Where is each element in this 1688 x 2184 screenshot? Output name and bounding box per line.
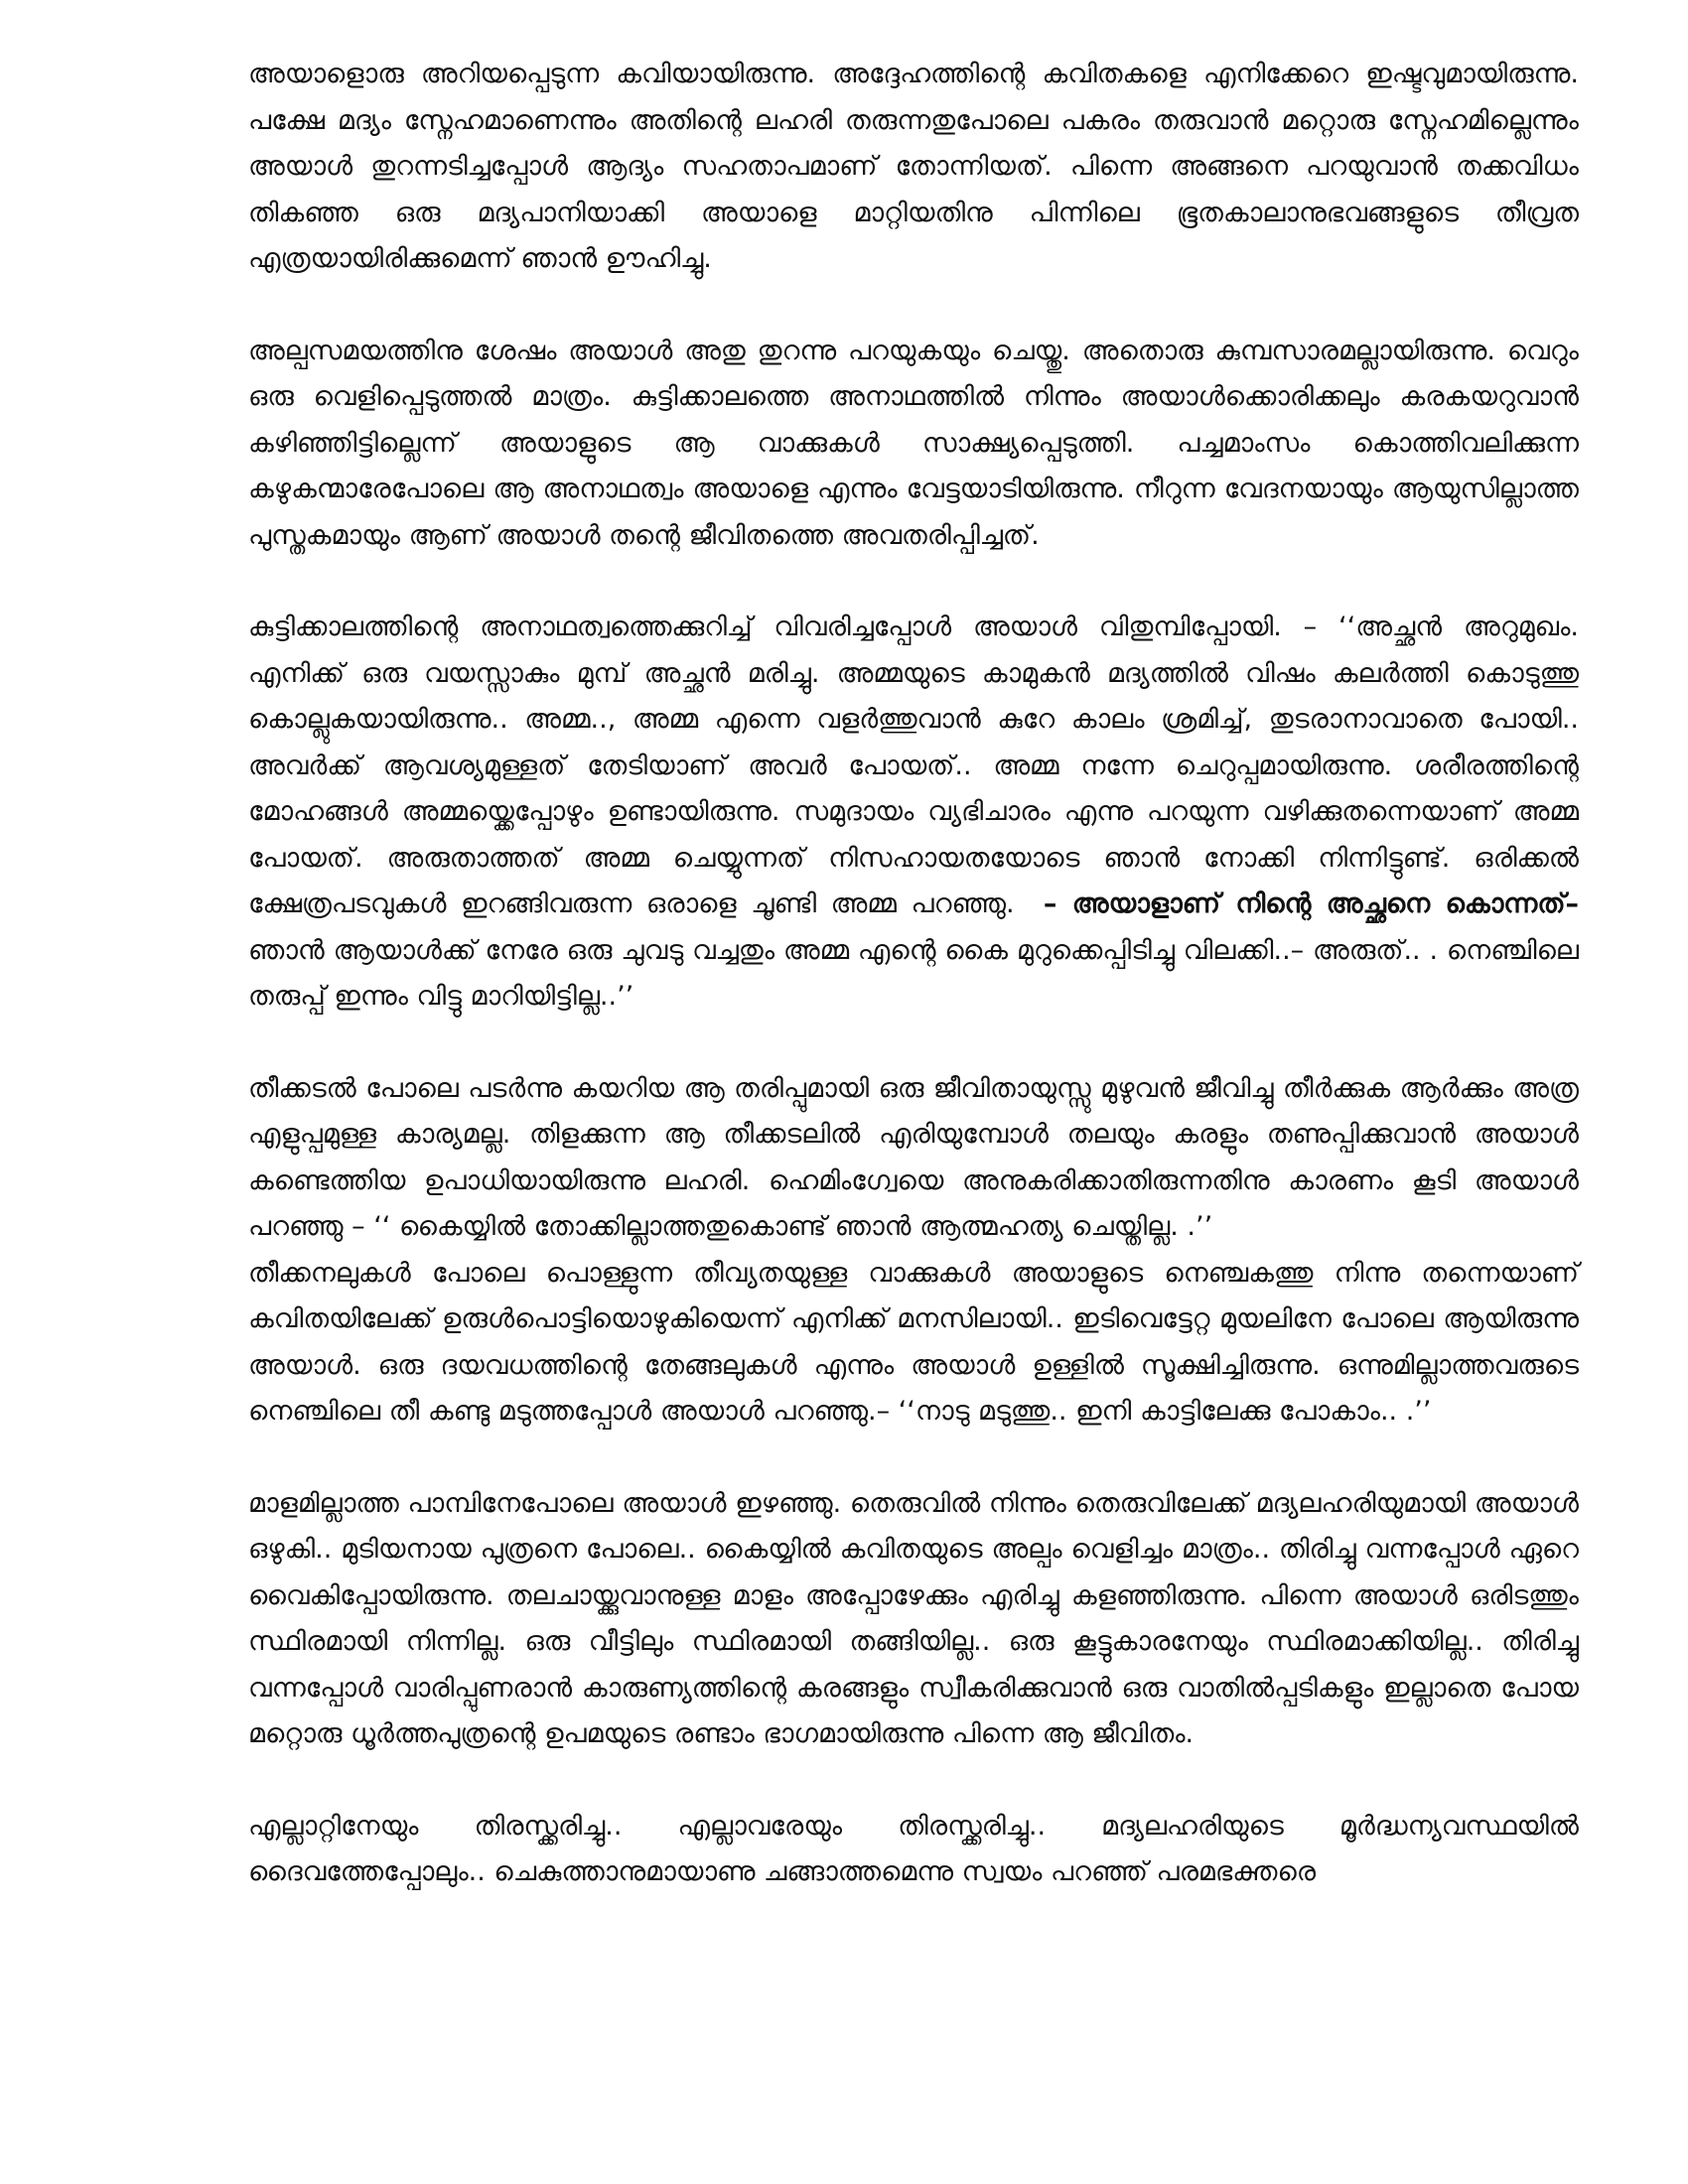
paragraph-4: തീക്കടൽ പോലെ പടർന്നു കയറിയ ആ തരിപ്പുമായി ഒരു ജീവിതായുസ്സു മുഴുവൻ ജീവിച്ചു തീർക്കുക ആർക്കും അത്ര എളുപ്പമുള്ള കാര്യമല്ല. തിളക്കുന്ന ആ തീക്കടലിൽ എരിയുമ്പോൾ തലയും കരളും തണുപ്പിക്കുവാൻ അയാൾ കണ്ടെത്തിയ ഉപാധിയായിരുന്നു ലഹരി. ഹെമിംഗ്വേയെ അനുകരിക്കാതിരുന്നതിനു കാരണം കൂടി അയാൾ പറഞ്ഞു – ‘‘ കൈയ്യിൽ തോക്കില്ലാത്തതുകൊണ്ട് ഞാൻ ആത്മഹത്യ ചെയ്തില്ല. .’’ [248,1072,1579,1242]
paragraph-1: അയാളൊരു അറിയപ്പെടുന്ന കവിയായിരുന്നു. അദ്ദേഹത്തിന്റെ കവിതകളെ എനിക്കേറെ ഇഷ്ടവുമായിരുന്നു. പക്ഷേ മദ്യം സ്നേഹമാണെന്നും അതിന്റെ ലഹരി തരുന്നതുപോലെ പകരം തരുവാൻ മറ്റൊരു സ്നേഹമില്ലെന്നും അയാൾ തുറന്നടിച്ചപ്പോൾ ആദ്യം സഹതാപമാണ് തോന്നിയത്. പിന്നെ അങ്ങനെ പറയുവാൻ തക്കവിധം തികഞ്ഞ ഒരു മദ്യപാനിയാക്കി അയാളെ മാറ്റിയതിനു പിന്നിലെ ഭൂതകാലാനുഭവങ്ങളുടെ തീവ്രത എത്രയായിരിക്കുമെന്ന് ഞാൻ ഊഹിച്ചു. [248,59,1579,274]
document-page [248,52,1579,1896]
paragraph-2: അല്പസമയത്തിനു ശേഷം അയാൾ അതു തുറന്നു പറയുകയും ചെയ്തു. അതൊരു കുമ്പസാരമല്ലായിരുന്നു. വെറും ഒരു വെളിപ്പെടുത്തൽ മാത്രം. കുട്ടിക്കാലത്തെ അനാഥത്തിൽ നിന്നും അയാൾക്കൊരിക്കലും കരകയറുവാൻ കഴിഞ്ഞിട്ടില്ലെന്ന് അയാളുടെ ആ വാക്കുകൾ സാക്ഷ്യപ്പെടുത്തി. പച്ചമാംസം കൊത്തിവലിക്കുന്ന കഴുകന്മാരേപോലെ ആ അനാഥത്വം അയാളെ എന്നും വേട്ടയാടിയിരുന്നു. നീറുന്ന വേദനയായും ആയുസില്ലാത്ത പുസ്തകമായും ആണ് അയാൾ തന്റെ ജീവിതത്തെ അവതരിപ്പിച്ചത്. [248,335,1579,551]
paragraph-5: തീക്കനലുകൾ പോലെ പൊള്ളുന്ന തീവ്യതയുള്ള വാക്കുകൾ അയാളുടെ നെഞ്ചകത്തു നിന്നു തന്നെയാണ് കവിതയിലേക്ക് ഉരുൾപൊട്ടിയൊഴുകിയെന്ന് എനിക്ക് മനസിലായി.. ഇടിവെട്ടേറ്റ മുയലിനേ പോലെ ആയിരുന്നു അയാൾ. ഒരു ദയവധത്തിന്റെ തേങ്ങലുകൾ എന്നും അയാൾ ഉള്ളിൽ സൂക്ഷിച്ചിരുന്നു. ഒന്നുമില്ലാത്തവരുടെ നെഞ്ചിലെ തീ കണ്ടു മടുത്തപ്പോൾ അയാൾ പറഞ്ഞു.– ‘‘നാടു മടുത്തു.. ഇനി കാട്ടിലേക്കു പോകാം.. .’’ [248,1257,1579,1427]
paragraph-3-text-after: ഞാൻ ആയാൾക്ക് നേരേ ഒരു ചുവടു വച്ചതും അമ്മ എന്റെ കൈ മുറുക്കെപ്പിടിച്ചു വിലക്കി..– അരുത്.. . നെഞ്ചിലെ തരുപ്പ് ഇന്നും വിട്ടു മാറിയിട്ടില്ല..’’ [248,934,1579,1012]
paragraph-6: മാളമില്ലാത്ത പാമ്പിനേപോലെ അയാൾ ഇഴഞ്ഞു. തെരുവിൽ നിന്നും തെരുവിലേക്ക് മദ്യലഹരിയുമായി അയാൾ ഒഴുകി.. മുടിയനായ പുത്രനെ പോലെ.. കൈയ്യിൽ കവിതയുടെ അല്പം വെളിച്ചം മാത്രം.. തിരിച്ചു വന്നപ്പോൾ ഏറെ വൈകിപ്പോയിരുന്നു. തലചായ്ക്കുവാനുള്ള മാളം അപ്പോഴേക്കും എരിച്ചു കളഞ്ഞിരുന്നു. പിന്നെ അയാൾ ഒരിടത്തും സ്ഥിരമായി നിന്നില്ല. ഒരു വീട്ടിലും സ്ഥിരമായി തങ്ങിയില്ല.. ഒരു കൂട്ടുകാരനേയും സ്ഥിരമാക്കിയില്ല.. തിരിച്ചു വന്നപ്പോൾ വാരിപ്പുണരാൻ കാരുണ്യത്തിന്റെ കരങ്ങളും സ്വീകരിക്കുവാൻ ഒരു വാതിൽപ്പടികളും ഇല്ലാതെ പോയ മറ്റൊരു ധൂർത്തപുത്രന്റെ ഉപമയുടെ രണ്ടാം ഭാഗമായിരുന്നു പിന്നെ ആ ജീവിതം. [248,1487,1579,1749]
paragraph-3-emphasis: – അയാളാണ് നിന്റെ അച്ഛനെ കൊന്നത്– [1043,888,1580,919]
paragraph-3-text-before: കുട്ടിക്കാലത്തിന്റെ അനാഥത്വത്തെക്കുറിച്ച് വിവരിച്ചപ്പോൾ അയാൾ വിതുമ്പിപ്പോയി. – ‘‘അച്ഛൻ അറുമുഖം. എനിക്ക് ഒരു വയസ്സാകും മുമ്പ് അച്ഛൻ മരിച്ചു. അമ്മയുടെ കാമുകൻ മദ്യത്തിൽ വിഷം കലർത്തി കൊടുത്തു കൊല്ലുകയായിരുന്നു.. അമ്മ.., അമ്മ എന്നെ വളർത്തുവാൻ കുറേ കാലം ശ്രമിച്ച്, തുടരാനാവാതെ പോയി.. അവർക്ക് ആവശ്യമുള്ളത് തേടിയാണ് അവർ പോയത്.. അമ്മ നന്നേ ചെറുപ്പമായിരുന്നു. ശരീരത്തിന്റെ മോഹങ്ങൾ അമ്മയ്ക്കെപ്പോഴും ഉണ്ടായിരുന്നു. സമുദായം വ്യഭിചാരം എന്നു പറയുന്ന വഴിക്കുതന്നെയാണ് അമ്മ പോയത്. അരുതാത്തത് അമ്മ ചെയ്യുന്നത് നിസഹായതയോടെ ഞാൻ നോക്കി നിന്നിട്ടുണ്ട്. ഒരിക്കൽ ക്ഷേത്രപടവുകൾ ഇറങ്ങിവരുന്ന ഒരാളെ ചൂണ്ടി അമ്മ പറഞ്ഞു. [248,612,1579,919]
paragraph-3 [248,605,1579,1021]
paragraph-7: എല്ലാറ്റിനേയും തിരസ്ക്കരിച്ചു.. എല്ലാവരേയും തിരസ്ക്കരിച്ചു.. മദ്യലഹരിയുടെ മൂർദ്ധന്യവസ്ഥയിൽ ദൈവത്തേപ്പോലും.. ചെകുത്താനുമായാണു ചങ്ങാത്തമെന്നു സ്വയം പറഞ്ഞ് പരമഭക്തരെ [248,1810,1579,1887]
